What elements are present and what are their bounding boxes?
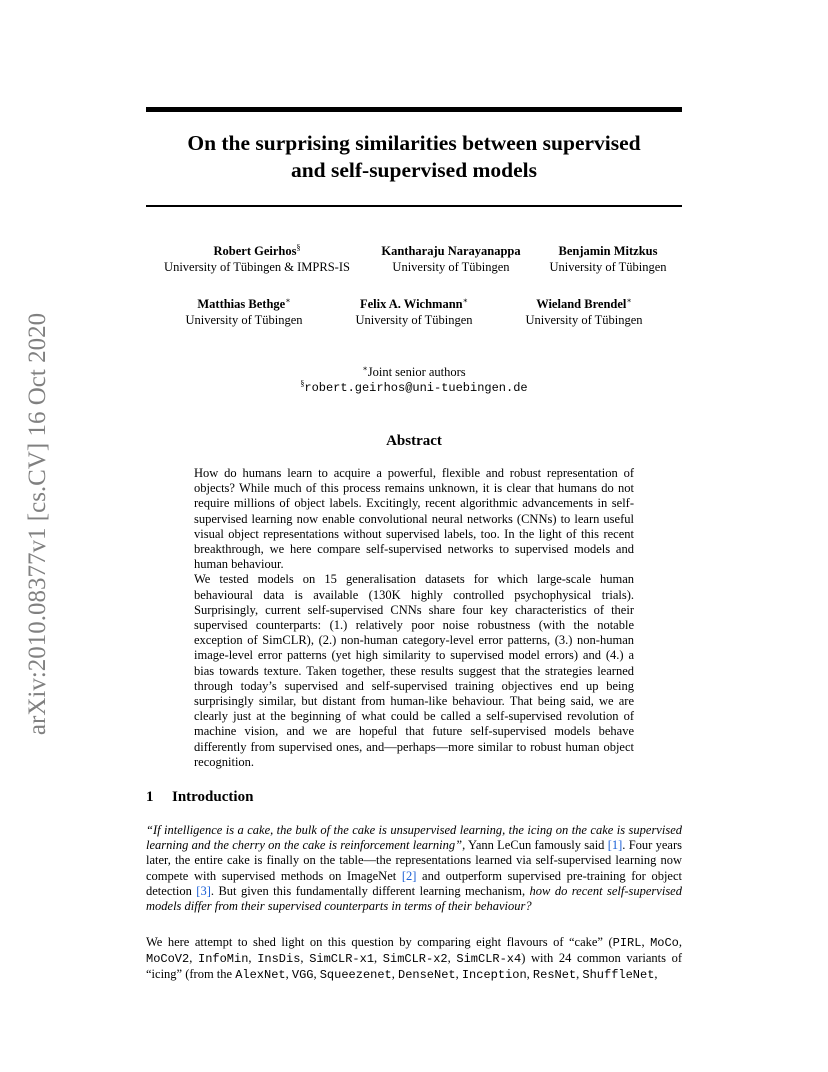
author-name: Benjamin Mitzkus <box>558 244 658 258</box>
section-heading-introduction <box>146 789 253 806</box>
author-block <box>164 243 350 275</box>
intro-paragraph: “If intelligence is a cake, the bulk of the cake is unsupervised learning, the icing on the cake is supervised learning and the cherry on the cake is reinforcement learning”, Yann LeCun famously said [1]. Four years later, the entire cake is finally on the table—the representations learned via self-supervised learning now compete with supervised methods on ImageNet [2] and outperform supervised pre-training for object detection [3]. But given this fundamentally different learning mechanism, how do recent self-supervised models differ from their supervised counterparts in terms of their behaviour? <box>146 823 682 914</box>
research-question: how do recent self-supervised models differ from their supervised counterparts in terms of their behaviour? <box>146 883 682 914</box>
section-number: 1 <box>146 789 154 805</box>
model-name: ShuffleNet <box>582 968 655 983</box>
citation-link[interactable]: [1] <box>607 838 623 853</box>
title-line-1: On the surprising similarities between supervised <box>187 131 641 155</box>
author-mark: ∗ <box>285 296 291 305</box>
title-line-2: and self-supervised models <box>290 158 538 182</box>
citation-link[interactable]: [3] <box>196 883 211 898</box>
author-affiliation: University of Tübingen & IMPRS-IS <box>164 260 350 274</box>
title-bottom-rule <box>146 205 682 207</box>
abstract-paragraph: How do humans learn to acquire a powerful, flexible and robust representation of objects? While much of this process remains unknown, it is clear that humans do not require millions of object labels. Excitingly, recent algorithmic advancements in self-supervised learning now enable convolutional neural networks (CNNs) to learn useful visual object representations without supervised labels, too. In the light of this recent breakthrough, we here compare self-supervised networks to supervised models and human behaviour. <box>194 466 634 572</box>
model-name: PIRL <box>612 936 642 950</box>
model-name: DenseNet <box>398 968 456 983</box>
author-mark: ∗ <box>462 296 469 305</box>
author-mark: ∗ <box>626 296 632 305</box>
abstract-paragraph: We tested models on 15 generalisation datasets for which large-scale human behavioural data is available (130K highly controlled psychophysical trials). Surprisingly, current self-supervised CNNs share four key characteristics of their supervised counterparts: (1.) relatively poor noise robustness (with the notable exception of SimCLR), (2.) non-human category-level error patterns, (3.) non-human image-level error patterns (yet high similarity to supervised model errors) and (4.) a bias towards texture. Taken together, these results suggest that the strategies learned through today’s supervised and self-supervised training objectives end up being surprisingly similar, but distant from human-like behaviour. That being said, we are clearly just at the beginning of what could be called a self-supervised revolution of machine vision, and we are hopeful that future self-supervised models behave differently from supervised ones, and—perhaps—more similar to robust human object recognition. <box>194 572 634 769</box>
author-mark: § <box>296 243 301 252</box>
model-name: MoCo <box>650 936 679 950</box>
author-name: Matthias Bethge <box>197 297 286 311</box>
model-name: ResNet <box>532 968 577 983</box>
author-block <box>525 296 642 328</box>
joint-authors-note: ∗Joint senior authors <box>362 364 466 379</box>
author-name: Robert Geirhos <box>213 244 297 258</box>
paper-title <box>146 130 682 184</box>
author-affiliation: University of Tübingen <box>355 313 473 327</box>
citation-link[interactable]: [2] <box>401 868 417 883</box>
model-name: InfoMin <box>198 952 249 967</box>
author-affiliation: University of Tübingen <box>392 260 510 274</box>
intro-paragraph: We here attempt to shed light on this question by comparing eight flavours of “cake” (PIRL, MoCo, MoCoV2, InfoMin, InsDis, SimCLR-x1, SimCLR-x2, SimCLR-x4) with 24 common variants of “icing” (from the AlexNet, VGG, Squeezenet, DenseNet, Inception, ResNet, ShuffleNet, <box>146 935 683 983</box>
model-name: InsDis <box>257 952 301 967</box>
title-top-rule <box>146 107 682 112</box>
author-block <box>355 296 472 328</box>
model-name: Squeezenet <box>319 968 392 983</box>
model-name: SimCLR-x2 <box>382 952 448 967</box>
email-address: robert.geirhos@uni-tuebingen.de <box>304 381 528 395</box>
author-affiliation: University of Tübingen <box>525 313 643 327</box>
author-name: Kantharaju Narayanappa <box>381 244 521 258</box>
model-name: Inception <box>461 968 527 983</box>
author-block <box>381 243 520 275</box>
arxiv-identifier: arXiv:2010.08377v1 [cs.CV] 16 Oct 2020 <box>24 312 51 736</box>
author-block <box>549 243 666 275</box>
model-name: SimCLR-x1 <box>309 952 375 967</box>
abstract-body <box>194 466 634 770</box>
model-name: VGG <box>291 968 314 983</box>
author-affiliation: University of Tübingen <box>185 313 303 327</box>
model-name: SimCLR-x4 <box>456 952 522 967</box>
contact-email: §robert.geirhos@uni-tuebingen.de <box>300 379 528 395</box>
author-name: Felix A. Wichmann <box>359 297 463 311</box>
model-name: AlexNet <box>235 968 286 983</box>
model-name: MoCoV2 <box>146 952 190 967</box>
lecun-quote: “If intelligence is a cake, the bulk of the cake is unsupervised learning, the icing on the cake is supervised learning and the cherry on the cake is reinforcement learning” <box>146 823 682 853</box>
abstract-heading: Abstract <box>386 433 442 449</box>
author-block <box>185 296 302 328</box>
author-affiliation: University of Tübingen <box>549 260 667 274</box>
author-name: Wieland Brendel <box>536 297 627 311</box>
section-title: Introduction <box>172 789 254 805</box>
